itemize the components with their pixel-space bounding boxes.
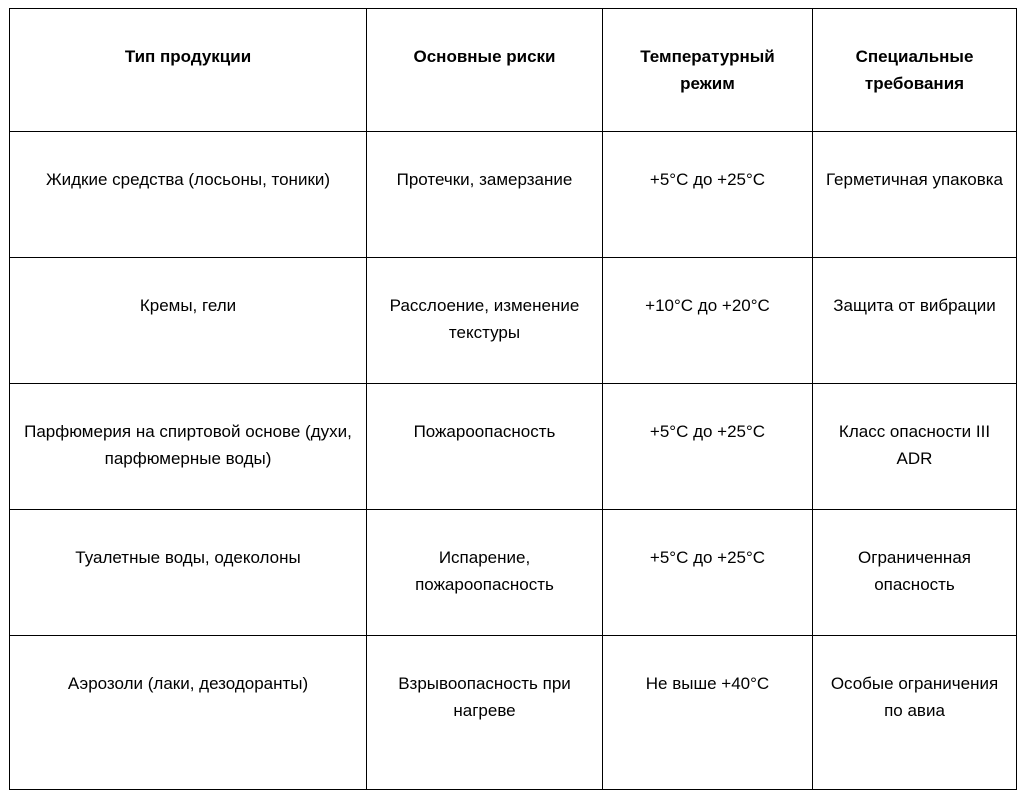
table-row [10, 132, 1017, 258]
cell-special-requirements: Особые ограничения по авиа [813, 636, 1017, 790]
table-row [10, 636, 1017, 790]
header-main-risks: Основные риски [367, 9, 603, 132]
cell-special-requirements: Защита от вибрации [813, 258, 1017, 384]
table-header-row [10, 9, 1017, 132]
cell-product-type: Жидкие средства (лосьоны, тоники) [10, 132, 367, 258]
cell-main-risks: Протечки, замерзание [367, 132, 603, 258]
cell-main-risks: Испарение, пожароопасность [367, 510, 603, 636]
cell-main-risks: Расслоение, изменение текстуры [367, 258, 603, 384]
cell-temperature: +5°C до +25°C [603, 510, 813, 636]
header-special-requirements: Специальные требования [813, 9, 1017, 132]
cell-main-risks: Взрывоопасность при нагреве [367, 636, 603, 790]
cell-temperature: +10°C до +20°C [603, 258, 813, 384]
header-product-type: Тип продукции [10, 9, 367, 132]
cell-temperature: +5°C до +25°C [603, 384, 813, 510]
cell-product-type: Кремы, гели [10, 258, 367, 384]
header-temperature: Температурный режим [603, 9, 813, 132]
cell-product-type: Туалетные воды, одеколоны [10, 510, 367, 636]
table-row [10, 510, 1017, 636]
cell-product-type: Аэрозоли (лаки, дезодоранты) [10, 636, 367, 790]
transport-requirements-table [9, 8, 1017, 790]
table-row [10, 384, 1017, 510]
cell-temperature: +5°C до +25°C [603, 132, 813, 258]
cell-temperature: Не выше +40°C [603, 636, 813, 790]
cell-main-risks: Пожароопасность [367, 384, 603, 510]
cell-special-requirements: Класс опасности III ADR [813, 384, 1017, 510]
cell-special-requirements: Ограниченная опасность [813, 510, 1017, 636]
cell-special-requirements: Герметичная упаковка [813, 132, 1017, 258]
table-row [10, 258, 1017, 384]
cell-product-type: Парфюмерия на спиртовой основе (духи, парфюмерные воды) [10, 384, 367, 510]
